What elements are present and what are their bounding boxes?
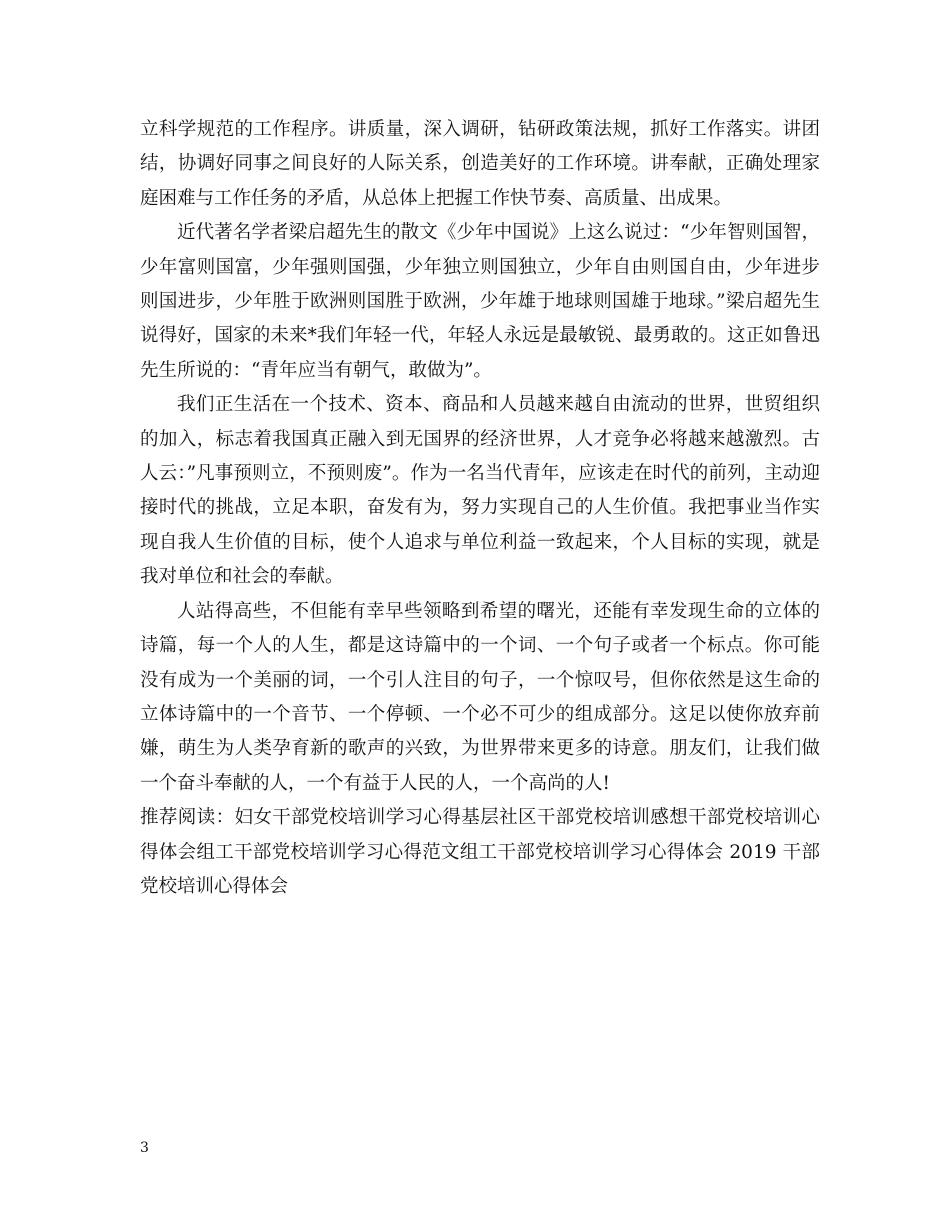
- recommended-reading: 推荐阅读：妇女干部党校培训学习心得基层社区干部党校培训感想干部党校培训心得体会组工干部党校培训学习心得范文组工干部党校培训学习心得体会 2019 干部党校培训心得体会: [140, 807, 820, 897]
- page-number: 3: [140, 1140, 149, 1156]
- document-body: [140, 113, 820, 904]
- paragraph-continuation: 立科学规范的工作程序。讲质量，深入调研，钻研政策法规，抓好工作落实。讲团结，协调好同事之间良好的人际关系，创造美好的工作环境。讲奉献，正确处理家庭困难与工作任务的矛盾，从总体上把握工作快节奏、高质量、出成果。: [140, 119, 820, 209]
- paragraph-wto-world: 我们正生活在一个技术、资本、商品和人员越来越自由流动的世界，世贸组织的加入，标志着我国真正融入到无国界的经济世界，人才竞争必将越来越激烈。古人云：”凡事预则立，不预则废”。作为一名当代青年，应该走在时代的前列，主动迎接时代的挑战，立足本职，奋发有为，努力实现自己的人生价值。我把事业当作实现自我人生价值的目标，使个人追求与单位利益一致起来，个人目标的实现，就是我对单位和社会的奉献。: [140, 394, 820, 588]
- paragraph-liang-qichao-quote: 近代著名学者梁启超先生的散文《少年中国说》上这么说过：“少年智则国智，少年富则国富，少年强则国强，少年独立则国独立，少年自由则国自由，少年进步则国进步，少年胜于欧洲则国胜于欧洲，少年雄于地球则国雄于地球。”梁启超先生说得好，国家的未来*我们年轻一代，年轻人永远是最敏锐、最勇敢的。这正如鲁迅先生所说的：“青年应当有朝气，敢做为”。: [140, 222, 820, 381]
- paragraph-life-poem: 人站得高些，不但能有幸早些领略到希望的曙光，还能有幸发现生命的立体的诗篇，每一个人的人生，都是这诗篇中的一个词、一个句子或者一个标点。你可能没有成为一个美丽的词，一个引人注目的句子，一个惊叹号，但你依然是这生命的立体诗篇中的一个音节、一个停顿、一个必不可少的组成部分。这足以使你放弃前嫌，萌生为人类孕育新的歌声的兴致，为世界带来更多的诗意。朋友们，让我们做一个奋斗奉献的人，一个有益于人民的人，一个高尚的人!: [140, 600, 820, 794]
